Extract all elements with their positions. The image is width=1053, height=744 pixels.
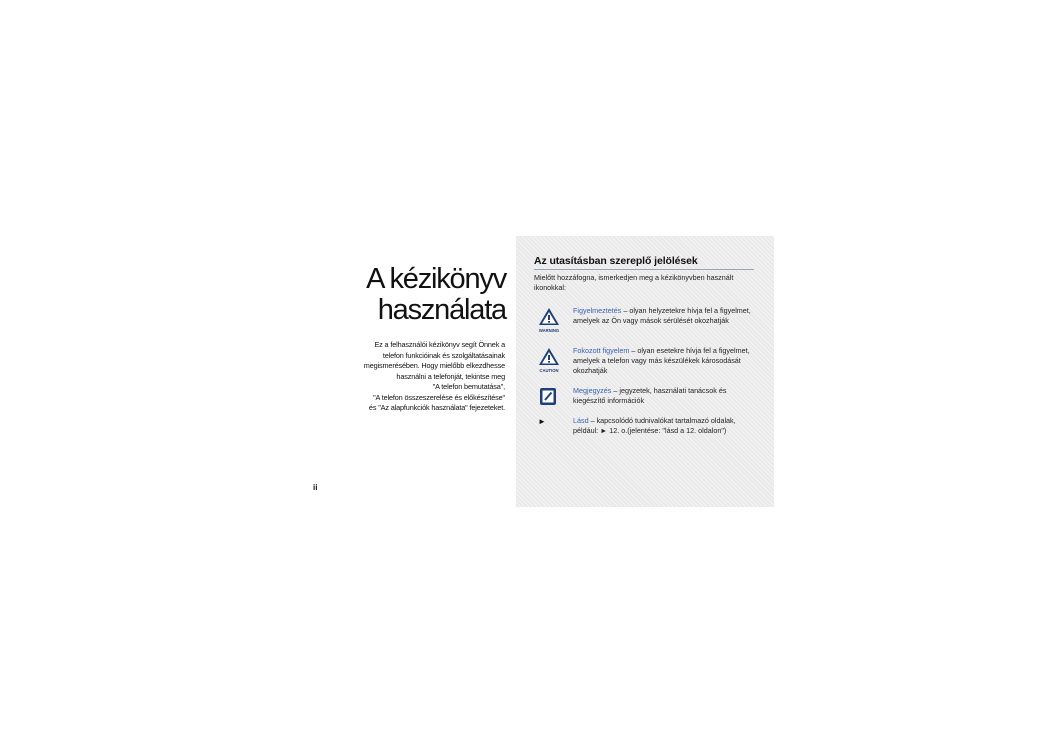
intro-paragraph [332, 340, 505, 414]
legend-desc-warning: – olyan helyzetekre hívja fel a figyelmet, amelyek az Ön vagy mások sérülését okozhatják [573, 306, 751, 325]
panel-title: Az utasításban szereplő jelölések [534, 255, 698, 267]
legend-term-caution: Fokozott figyelem [573, 346, 630, 355]
intro-line: telefon funkcióinak és szolgáltatásainak [382, 350, 505, 360]
legend-text-warning [573, 306, 753, 326]
legend-item-warning [534, 306, 756, 336]
legend-item-note [534, 386, 756, 410]
legend-text-see [573, 416, 753, 436]
icons-legend-panel [516, 236, 774, 507]
note-icon [534, 386, 564, 414]
page-number: ii [313, 483, 318, 492]
legend-desc-caution: – olyan esetekre hívja fel a figyelmet, amelyek a telefon vagy más készülékek károsodását okozhatják [573, 346, 750, 375]
intro-line: Ez a felhasználói kézikönyv segít Önnek a [374, 340, 505, 349]
legend-item-caution [534, 346, 756, 376]
warning-icon-label: WARNING [538, 328, 560, 333]
panel-intro: Mielőtt hozzáfogna, ismerkedjen meg a kézikönyvben használt ikonokkal: [534, 273, 734, 292]
legend-term-note: Megjegyzés [573, 386, 612, 395]
intro-line: "A telefon bemutatása", [432, 382, 505, 391]
page-title-line-2: használata [377, 294, 506, 326]
intro-line: és "Az alapfunkciók használata" fejezeteket. [368, 403, 505, 412]
legend-item-see [534, 416, 756, 446]
page-title-line-1: A kézikönyv [366, 263, 506, 295]
intro-line: "A telefon összeszerelése és előkészítése" [373, 392, 505, 402]
legend-term-see: Lásd [573, 416, 589, 425]
arrow-icon: ► [538, 417, 546, 426]
intro-line: megismerésében. Hogy mielőbb elkezdhesse [363, 361, 505, 370]
legend-desc-see: – kapcsolódó tudnivalókat tartalmazó oldalak, például: ► 12. o.(jelentése: "lásd a 12. oldalon") [573, 416, 736, 435]
caution-icon [534, 346, 564, 374]
page-title [318, 264, 506, 326]
warning-icon [534, 306, 564, 334]
panel-title-divider [534, 269, 754, 270]
legend-text-note [573, 386, 753, 406]
caution-icon-label: CAUTION [539, 368, 559, 373]
intro-line: használni a telefonját, tekintse meg [396, 371, 505, 381]
legend-term-warning: Figyelmeztetés [573, 306, 622, 315]
legend-text-caution [573, 346, 753, 376]
legend-desc-note: – jegyzetek, használati tanácsok és kiegészítő információk [573, 386, 727, 405]
